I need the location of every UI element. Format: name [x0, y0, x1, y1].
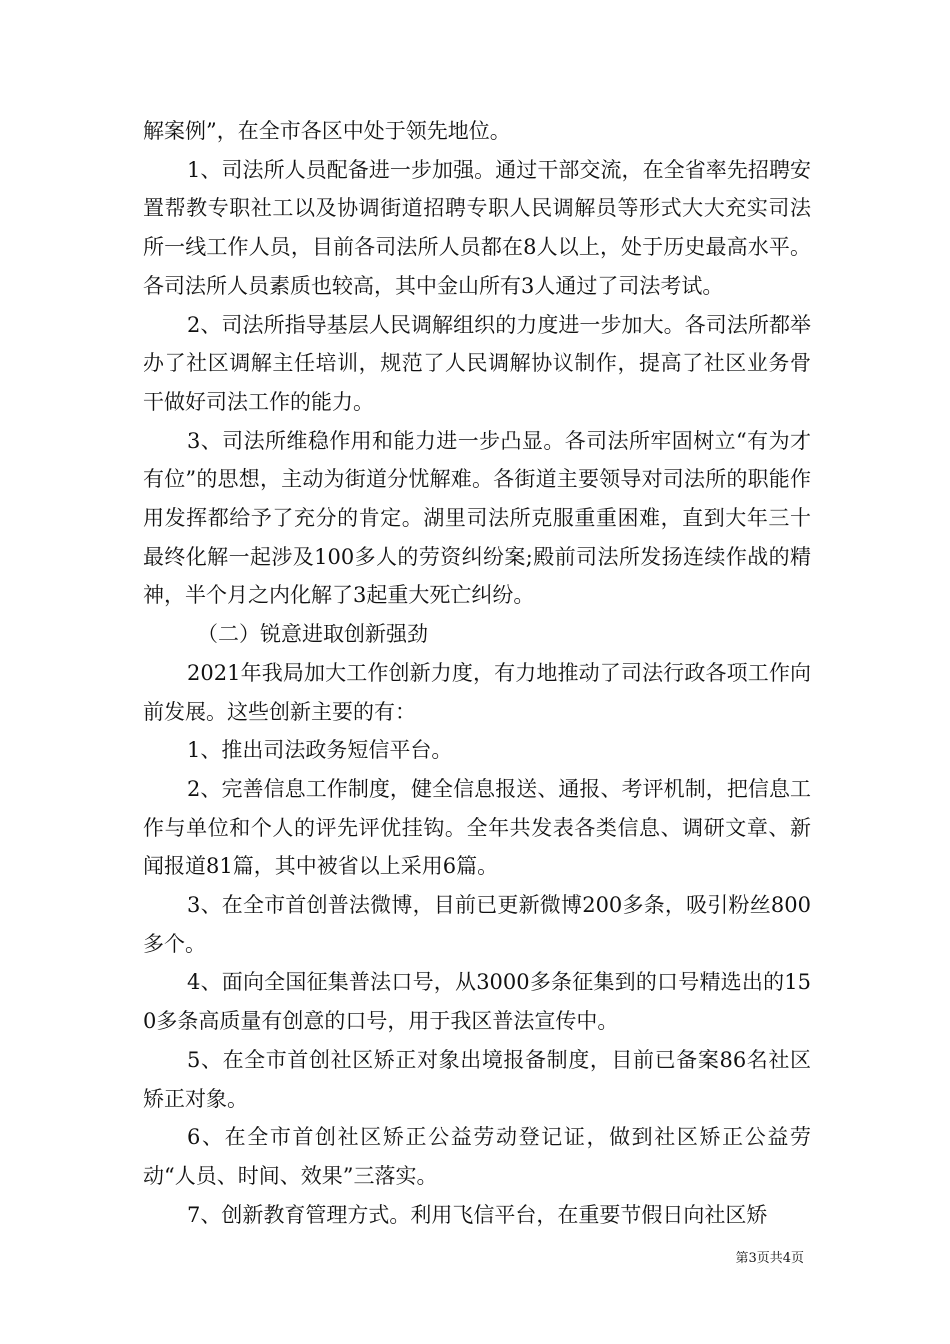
document-body	[143, 112, 811, 1234]
paragraph-item-1: 1、司法所人员配备进一步加强。通过干部交流，在全省率先招聘安置帮教专职社工以及协调街道招聘专职人民调解员等形式大大充实司法所一线工作人员，目前各司法所人员都在8人以上，处于历史最高水平。各司法所人员素质也较高，其中金山所有3人通过了司法考试。	[143, 157, 811, 298]
innovation-item-2: 2、完善信息工作制度，健全信息报送、通报、考评机制，把信息工作与单位和个人的评先评优挂钩。全年共发表各类信息、调研文章、新闻报道81篇，其中被省以上采用6篇。	[143, 776, 811, 879]
page-number-footer: 第3页共4页	[735, 1251, 804, 1266]
paragraph-continuation: 解案例”，在全市各区中处于领先地位。	[143, 119, 511, 143]
innovation-item-4: 4、面向全国征集普法口号，从3000多条征集到的口号精选出的150多条高质量有创意的口号，用于我区普法宣传中。	[143, 970, 811, 1034]
paragraph-item-3: 3、司法所维稳作用和能力进一步凸显。各司法所牢固树立“有为才有位”的思想，主动为街道分忧解难。各街道主要领导对司法所的职能作用发挥都给予了充分的肯定。湖里司法所克服重重困难，直到大年三十最终化解一起涉及100多人的劳资纠纷案;殿前司法所发扬连续作战的精神，半个月之内化解了3起重大死亡纠纷。	[143, 428, 811, 608]
paragraph-item-2: 2、司法所指导基层人民调解组织的力度进一步加大。各司法所都举办了社区调解主任培训，规范了人民调解协议制作，提高了社区业务骨干做好司法工作的能力。	[143, 312, 811, 414]
innovation-item-1: 1、推出司法政务短信平台。	[187, 738, 453, 763]
innovation-item-6: 6、在全市首创社区矫正公益劳动登记证，做到社区矫正公益劳动“人员、时间、效果”三落实。	[143, 1125, 811, 1188]
section-heading: （二）锐意进取创新强劲	[197, 622, 428, 647]
innovation-item-3: 3、在全市首创普法微博，目前已更新微博200多条，吸引粉丝800多个。	[143, 893, 811, 956]
innovation-item-5: 5、在全市首创社区矫正对象出境报备制度，目前已备案86名社区矫正对象。	[143, 1047, 811, 1111]
paragraph-intro: 2021年我局加大工作创新力度，有力地推动了司法行政各项工作向前发展。这些创新主要的有：	[143, 660, 811, 724]
innovation-item-7: 7、创新教育管理方式。利用飞信平台，在重要节假日向社区矫	[187, 1202, 768, 1227]
